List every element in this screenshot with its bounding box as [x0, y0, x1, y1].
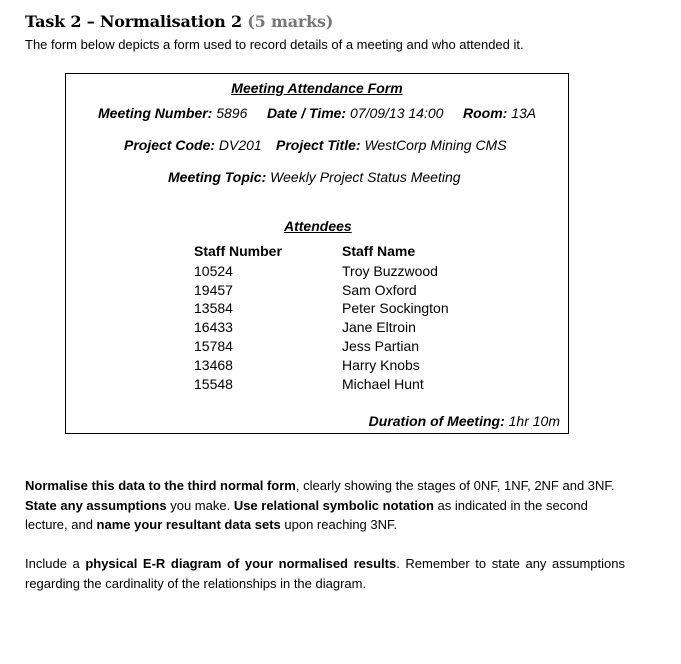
instruction-text: as indicated in the second lecture, and	[25, 497, 588, 532]
staff-number-cell: 15784	[194, 337, 233, 354]
meeting-number-label: Meeting Number:	[98, 105, 213, 121]
duration-value: 1hr 10m	[508, 413, 560, 429]
meeting-topic-value: Weekly Project Status Meeting	[270, 169, 461, 185]
datetime-value: 07/09/13 14:00	[350, 105, 444, 121]
staff-name-cell: Jess Partian	[342, 337, 420, 354]
instruction-bold: State any assumptions	[25, 497, 167, 513]
instruction-bold: Use relational symbolic notation	[233, 497, 434, 513]
staff-number-cell: 16433	[194, 319, 233, 336]
staff-name-cell: Sam Oxford	[342, 281, 417, 298]
staff-number-cell: 15548	[194, 375, 233, 392]
meeting-topic-label: Meeting Topic:	[168, 169, 267, 185]
project-code-value: DV201	[218, 137, 262, 153]
instruction-text: upon reaching 3NF.	[280, 517, 398, 532]
datetime-row	[267, 105, 443, 121]
instruction-text: Include a	[25, 556, 86, 571]
instruction-text: , clearly showing the stages of 0NF, 1NF, 2NF and 3NF.	[295, 478, 615, 493]
staff-name-column	[342, 242, 449, 393]
staff-number-cell: 19457	[194, 281, 233, 298]
duration-label: Duration of Meeting:	[368, 413, 505, 429]
staff-number-cell: 13468	[194, 356, 233, 373]
form-title: Meeting Attendance Form	[231, 80, 403, 96]
meeting-topic-row	[168, 169, 461, 185]
meeting-number-row	[98, 105, 247, 121]
duration-row	[369, 413, 560, 429]
room-row	[463, 105, 536, 121]
staff-number-column	[194, 242, 282, 393]
attendees-title: Attendees	[284, 218, 352, 234]
instruction-text: you make.	[166, 497, 234, 513]
staff-name-header: Staff Name	[342, 243, 416, 259]
staff-number-cell: 10524	[194, 262, 233, 279]
staff-name-cell: Peter Sockington	[342, 300, 449, 317]
project-title-row	[276, 137, 507, 153]
task-marks: (5 marks)	[247, 12, 334, 31]
instruction-bold: physical E-R diagram of your normalised results	[85, 556, 397, 571]
instruction-text: . Remember to state any assumptions regarding the cardinality of the relationships in the diagram.	[25, 556, 625, 591]
instruction-bold: Normalise this data to the third normal form	[25, 478, 296, 493]
datetime-label: Date / Time:	[267, 105, 347, 121]
instruction-bold: name your resultant data sets	[96, 517, 281, 532]
project-title-value: WestCorp Mining CMS	[364, 137, 507, 153]
room-value: 13A	[511, 105, 537, 121]
meeting-number-value: 5896	[216, 105, 248, 121]
room-label: Room:	[463, 105, 508, 121]
meeting-attendance-form	[65, 73, 569, 434]
task-intro: The form below depicts a form used to record details of a meeting and who attended it.	[25, 37, 524, 52]
task-title-text: Task 2 – Normalisation 2	[25, 12, 242, 31]
project-title-label: Project Title:	[276, 137, 361, 153]
instruction-paragraph-2	[25, 554, 625, 593]
project-code-label: Project Code:	[124, 137, 216, 153]
staff-number-cell: 13584	[194, 300, 233, 317]
task-title	[25, 12, 333, 31]
staff-name-cell: Harry Knobs	[342, 356, 420, 373]
staff-number-header: Staff Number	[194, 243, 282, 259]
staff-name-cell: Troy Buzzwood	[342, 262, 438, 279]
instruction-paragraph-1	[25, 476, 625, 535]
staff-name-cell: Jane Eltroin	[342, 319, 416, 336]
project-code-row	[124, 137, 262, 153]
staff-name-cell: Michael Hunt	[342, 375, 424, 392]
